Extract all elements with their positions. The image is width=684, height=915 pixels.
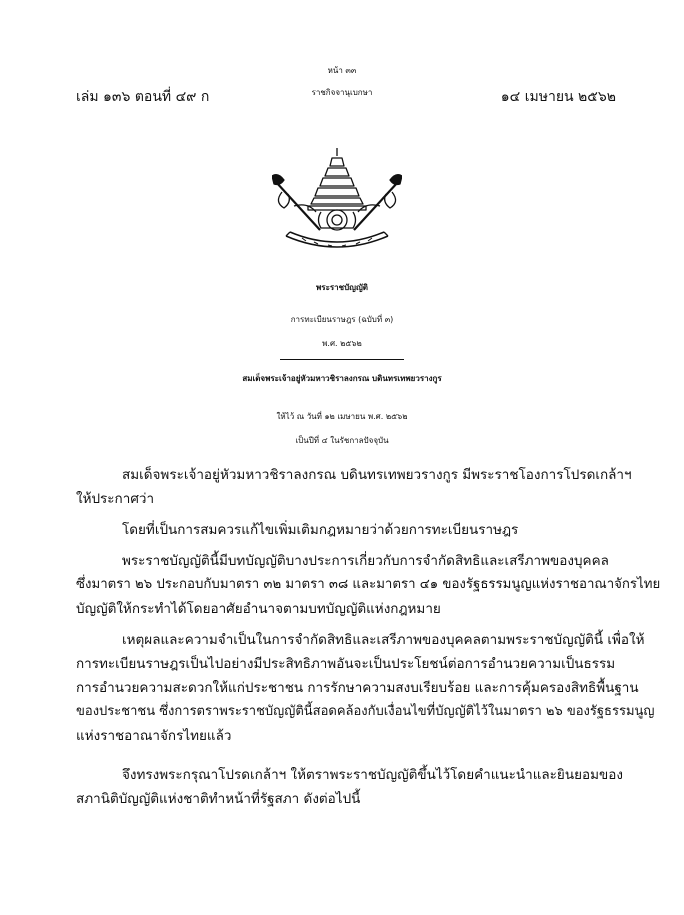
body-line: สมเด็จพระเจ้าอยู่หัวมหาวชิราลงกรณ บดินทรเทพยวรางกูร มีพระราชโองการโปรดเกล้าฯ: [122, 467, 632, 483]
body-line: ของประชาชน ซึ่งการตราพระราชบัญญัตินี้สอดคล้องกับเงื่อนไขที่บัญญัติไว้ในมาตรา ๒๖ ของรัฐธรรมนูญ: [76, 704, 655, 719]
body-line: โดยที่เป็นการสมควรแก้ไขเพิ่มเติมกฎหมายว่าด้วยการทะเบียนราษฎร: [122, 522, 519, 538]
body-line: สภานิติบัญญัติแห่งชาติทำหน้าที่รัฐสภา ดังต่อไปนี้: [76, 791, 361, 807]
king-name: สมเด็จพระเจ้าอยู่หัวมหาวชิราลงกรณ บดินทรเทพยวรางกูร: [242, 374, 442, 383]
act-subtitle: การทะเบียนราษฎร (ฉบับที่ ๓): [290, 315, 394, 324]
publication-date: ๑๔ เมษายน ๒๕๖๒: [500, 89, 616, 105]
title-divider: [280, 359, 404, 360]
page-number: หน้า ๓๓: [327, 66, 357, 75]
body-line: ซึ่งมาตรา ๒๖ ประกอบกับมาตรา ๓๒ มาตรา ๓๘ และมาตรา ๔๑ ของรัฐธรรมนูญแห่งราชอาณาจักรไทย: [76, 577, 661, 592]
gazette-name: ราชกิจจานุเบกษา: [311, 88, 373, 97]
given-date: ให้ไว้ ณ วันที่ ๑๒ เมษายน พ.ศ. ๒๕๖๒: [276, 412, 408, 421]
body-line: บัญญัติให้กระทำได้โดยอาศัยอำนาจตามบทบัญญัติแห่งกฎหมาย: [76, 601, 441, 617]
body-line: เหตุผลและความจำเป็นในการจำกัดสิทธิและเสรีภาพของบุคคลตามพระราชบัญญัตินี้ เพื่อให้: [122, 632, 645, 648]
volume-issue: เล่ม ๑๓๖ ตอนที่ ๔๙ ก: [76, 89, 210, 105]
body-line: ให้ประกาศว่า: [76, 491, 155, 507]
act-year: พ.ศ. ๒๕๖๒: [322, 339, 362, 348]
body-line: การทะเบียนราษฎรเป็นไปอย่างมีประสิทธิภาพอันจะเป็นประโยชน์ต่อการอำนวยความเป็นธรรม: [76, 656, 616, 672]
body-line: จึงทรงพระกรุณาโปรดเกล้าฯ ให้ตราพระราชบัญญัติขึ้นไว้โดยคำแนะนำและยินยอมของ: [122, 767, 623, 783]
body-line: พระราชบัญญัตินี้มีบทบัญญัติบางประการเกี่ยวกับการจำกัดสิทธิและเสรีภาพของบุคคล: [122, 553, 609, 569]
body-line: การอำนวยความสะดวกให้แก่ประชาชน การรักษาความสงบเรียบร้อย และการคุ้มครองสิทธิพื้นฐาน: [76, 680, 639, 696]
body-line: แห่งราชอาณาจักรไทยแล้ว: [76, 728, 232, 744]
reign-year: เป็นปีที่ ๔ ในรัชกาลปัจจุบัน: [295, 436, 389, 445]
royal-emblem-icon: [272, 146, 402, 258]
act-title: พระราชบัญญัติ: [316, 283, 368, 292]
